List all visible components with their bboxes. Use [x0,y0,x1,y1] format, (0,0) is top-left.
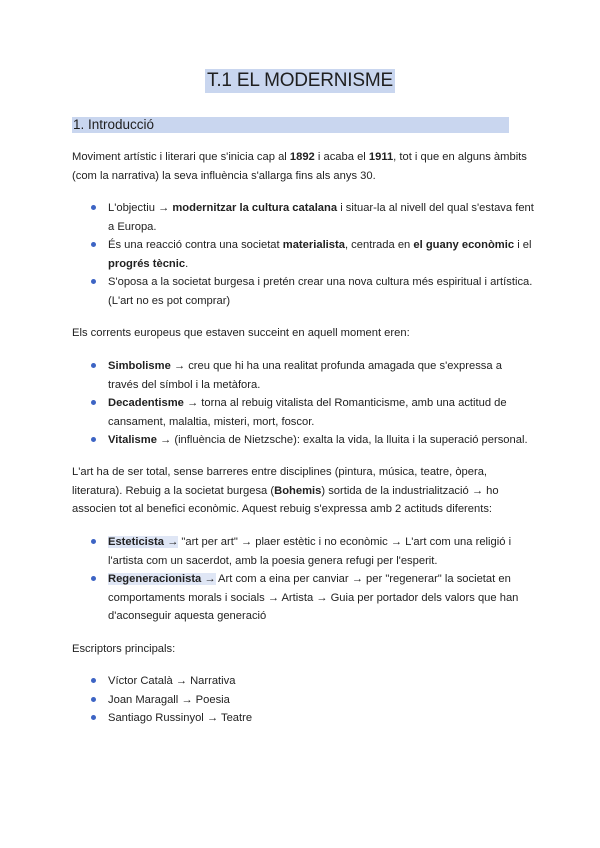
objectives-list [72,199,534,311]
attitudes-list [72,533,534,626]
section-heading: 1. Introducció [72,117,509,133]
list-item [72,236,534,273]
page-title: T.1 EL MODERNISME [207,70,393,91]
list-item: Víctor Català → Narrativa [72,672,534,691]
current-name: Vitalisme [108,434,157,447]
writers-intro [72,640,534,659]
list-item: Santiago Russinyol → Teatre [72,709,534,728]
bohemis-term: Bohemis [274,484,322,497]
current-name: Simbolisme [108,360,171,372]
attitude-description: "art per art" → plaer estètic i no econòmic → L'art com una religió i l'artista com un sacerdot, amb la poesia genera refugi per l'esperit. [108,536,512,567]
objective-text: i situar-la al nivell del qual s'estava fent a Europa. [108,202,534,233]
objective-text: , centrada en [344,239,414,252]
list-item [72,199,534,236]
highlighted-term [108,536,178,548]
currents-intro [72,324,534,343]
intro-text [72,148,534,185]
attitude-arrow: → [201,573,216,586]
end-year: 1911 [368,151,394,163]
art-paragraph [72,463,534,519]
current-name: Decadentisme [108,397,184,410]
title-wrapper [0,69,600,93]
objective-text: L'objectiu → [108,202,173,214]
list-item [72,357,534,394]
art-text-2: ) sortida de la industrialització → ho associen tot al benefici econòmic. Aquest rebuig s'expressa amb 2 actituds diferents: [72,484,499,516]
highlighted-term [108,573,216,585]
attitudes-list-wrapper [72,533,534,626]
list-item: Joan Maragall → Poesia [72,691,534,710]
objective-text: i el [514,239,532,252]
intro-text-1: Moviment artístic i literari que s'inicia cap al [72,151,290,163]
current-description: → torna al rebuig vitalista del Romanticisme, amb una actitud de cansament, malaltia, misteri, mort, foscor. [108,397,507,428]
objective-text: És una reacció contra una societat [108,239,283,252]
art-text [72,463,534,519]
list-item [72,273,534,310]
objective-bold: progrés tècnic [108,257,186,270]
start-year: 1892 [289,151,315,163]
objective-text: . [185,257,189,270]
objective-bold: materialista [282,239,345,252]
writers-list [72,672,534,728]
writers-intro-text: Escriptors principals: [72,643,176,655]
currents-list-wrapper [72,357,534,450]
currents-list [72,357,534,450]
list-item [72,394,534,431]
list-item [72,533,534,570]
currents-intro-text: Els corrents europeus que estaven succeint en aquell moment eren: [72,327,410,339]
objectives-list-wrapper [72,199,534,311]
attitude-name: Esteticista [108,536,164,548]
current-description: → creu que hi ha una realitat profunda amagada que s'expressa a través del símbol i la metàfora. [108,360,502,391]
list-item [72,570,534,626]
list-item [72,431,534,450]
intro-text-2: i acaba el [314,151,369,163]
objective-bold: el guany econòmic [413,239,515,252]
intro-paragraph [72,148,534,185]
intro-text-3: , tot i que en alguns àmbits (com la narrativa) la seva influència s'allarga fins als anys 30. [72,151,527,182]
objective-text: S'oposa a la societat burgesa i pretén crear una nova cultura més espiritual i artística. (L'art no es pot comprar) [108,276,533,307]
current-description: → (influència de Nietzsche): exalta la vida, la lluita i la superació personal. [156,434,528,447]
attitude-description: Art com a eina per canviar → per "regenerar" la societat en comportaments morals i socials → Artista → Guia per portador dels valors que han d'aconseguir aquesta generació [108,573,519,623]
attitude-arrow: → [163,536,179,548]
attitude-name: Regeneracionista [108,573,202,586]
writers-list-wrapper [72,672,534,728]
objective-bold: modernitzar la cultura catalana [172,202,338,214]
art-text-1: L'art ha de ser total, sense barreres entre disciplines (pintura, música, teatre, òpera, literatura). Rebuig a la societat burgesa ( [72,466,488,497]
